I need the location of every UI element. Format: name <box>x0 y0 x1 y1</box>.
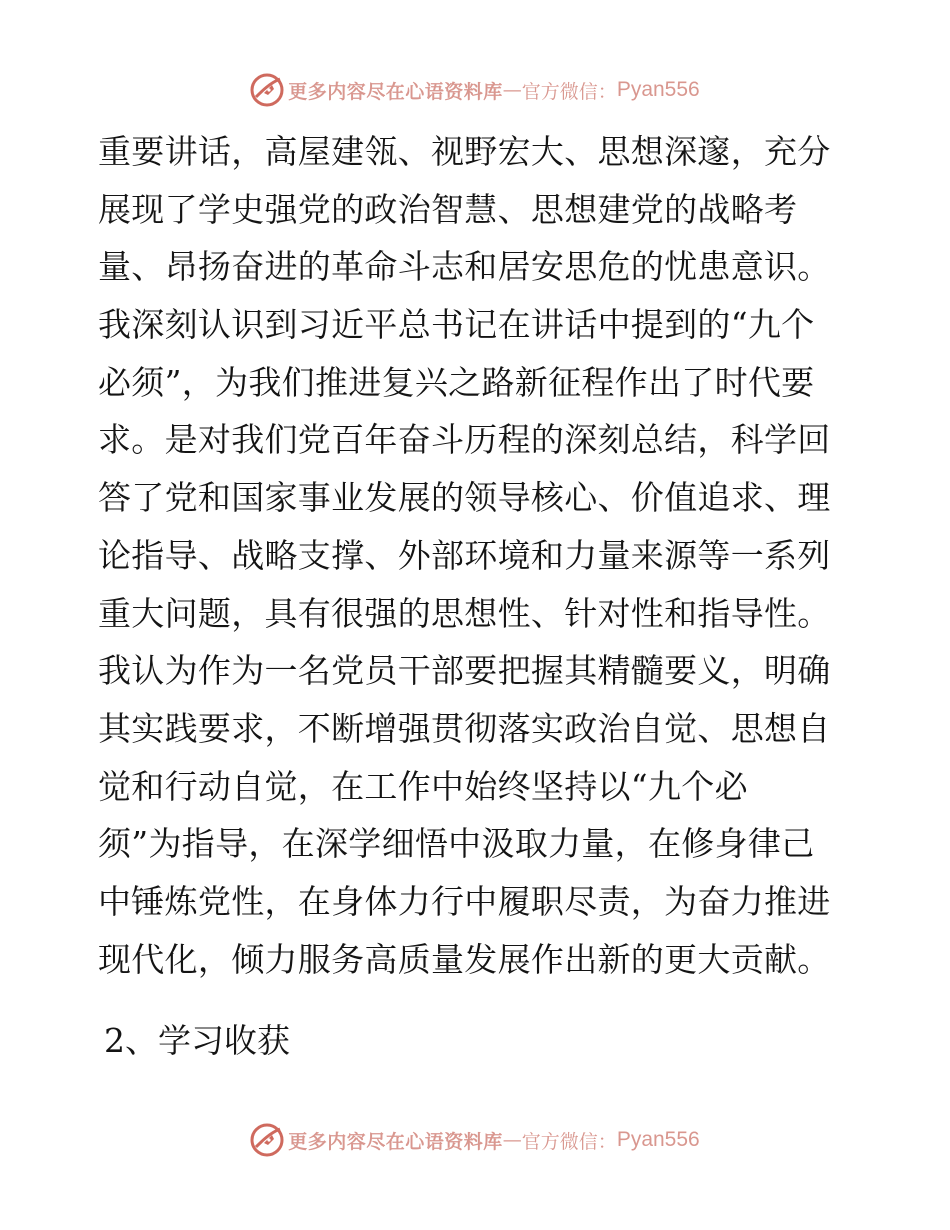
body-line: 我认为作为一名党员干部要把握其精髓要义，明确 <box>98 651 831 691</box>
body-line: 须”为指导，在深学细悟中汲取力量，在修身律己 <box>98 824 815 864</box>
body-line: 量、昂扬奋进的革命斗志和居安思危的忧患意识。 <box>98 247 831 287</box>
watermark-wechat-id: Pyan556 <box>616 78 700 101</box>
body-line: 中锤炼党性，在身体力行中履职尽责，为奋力推进 <box>98 881 831 921</box>
footer-watermark <box>0 1120 950 1160</box>
pen-nib-logo-icon <box>250 73 284 107</box>
body-line: 我深刻认识到习近平总书记在讲话中提到的“九个 <box>98 305 815 345</box>
body-line: 展现了学史强党的政治智慧、思想建党的战略考 <box>98 189 798 229</box>
watermark-wechat-id: Pyan556 <box>616 1128 700 1151</box>
body-line: 求。是对我们党百年奋斗历程的深刻总结，科学回 <box>98 420 831 460</box>
body-line: 现代化，倾力服务高质量发展作出新的更大贡献。 <box>98 939 831 979</box>
body-line: 其实践要求，不断增强贯彻落实政治自觉、思想自 <box>98 708 831 748</box>
watermark-text: 更多内容尽在心语资料库 <box>288 1130 503 1153</box>
body-line: 必须”，为我们推进复兴之路新征程作出了时代要 <box>98 362 815 402</box>
body-line: 论指导、战略支撑、外部环境和力量来源等一系列 <box>98 535 831 575</box>
section-heading: 2、学习收获 <box>104 1021 290 1060</box>
body-line: 答了党和国家事业发展的领导核心、价值追求、理 <box>98 478 831 518</box>
body-line: 觉和行动自觉，在工作中始终坚持以“九个必 <box>98 766 748 806</box>
watermark-dash: — <box>502 1129 522 1151</box>
pen-nib-logo-icon <box>250 1123 284 1157</box>
watermark-dash: — <box>502 79 522 101</box>
watermark-wechat-label: 官方微信： <box>521 80 617 103</box>
body-line: 重大问题，具有很强的思想性、针对性和指导性。 <box>98 593 831 633</box>
watermark-wechat-label: 官方微信： <box>521 1130 617 1153</box>
body-paragraph <box>98 123 858 988</box>
header-watermark <box>0 70 950 110</box>
watermark-text: 更多内容尽在心语资料库 <box>288 80 503 103</box>
body-line: 重要讲话，高屋建瓴、视野宏大、思想深邃，充分 <box>98 132 831 171</box>
